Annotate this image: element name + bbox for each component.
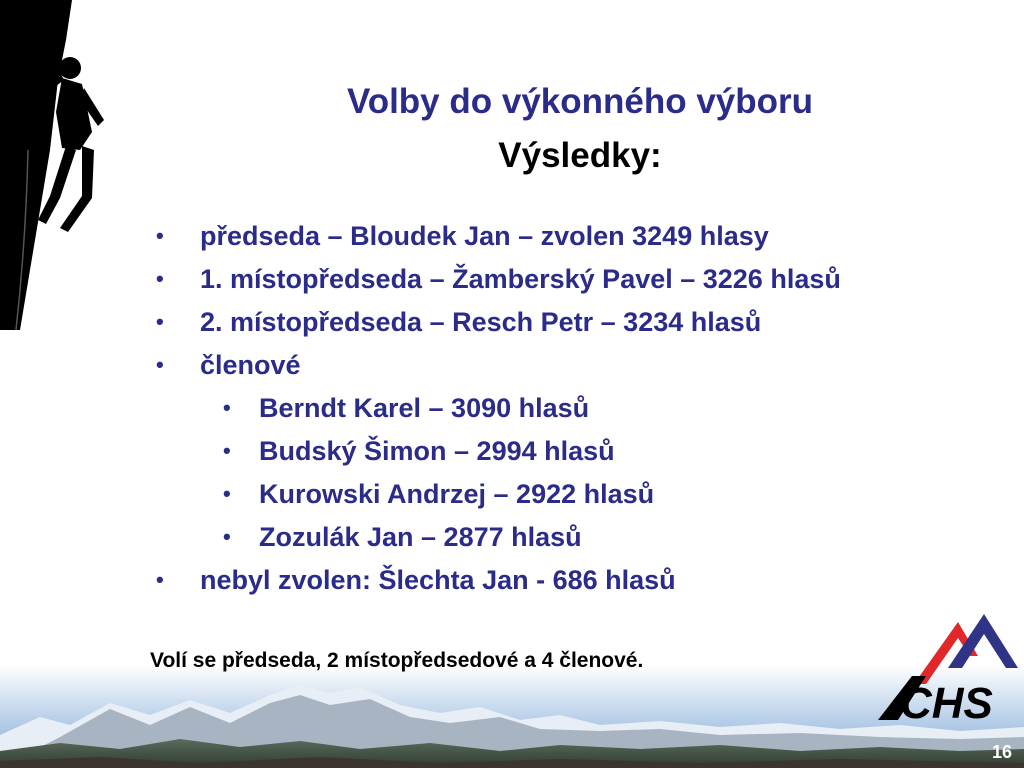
bullet-icon: • [156, 266, 164, 291]
bullet-icon: • [223, 395, 231, 420]
list-item-text: Budský Šimon – 2994 hlasů [259, 436, 615, 466]
bullet-icon: • [156, 309, 164, 334]
bullet-icon: • [223, 481, 231, 506]
list-item-text: členové [200, 350, 301, 380]
sub-list-item [150, 474, 841, 517]
election-note: Volí se předseda, 2 místopředsedové a 4 členové. [150, 649, 644, 672]
list-item-text: Kurowski Andrzej – 2922 hlasů [259, 479, 655, 509]
list-item [150, 216, 841, 259]
bullet-icon: • [223, 524, 231, 549]
list-item-text: předseda – Bloudek Jan – zvolen 3249 hlasy [200, 221, 769, 251]
bullet-icon: • [156, 223, 164, 248]
list-item [150, 259, 841, 302]
list-item-text: Zozulák Jan – 2877 hlasů [259, 522, 582, 552]
list-item-text: 1. místopředseda – Žamberský Pavel – 3226 hlasů [200, 264, 841, 294]
list-item [150, 302, 841, 345]
list-item [150, 560, 841, 603]
mountain-panorama-image [0, 665, 1024, 768]
list-item-text: nebyl zvolen: Šlechta Jan - 686 hlasů [200, 565, 676, 595]
bullet-icon: • [156, 352, 164, 377]
sub-list-item [150, 517, 841, 560]
list-item [150, 345, 841, 388]
list-item-text: Berndt Karel – 3090 hlasů [259, 393, 590, 423]
climber-silhouette-icon [0, 0, 110, 330]
sub-list-item [150, 431, 841, 474]
bullet-icon: • [156, 567, 164, 592]
chs-logo [878, 612, 1018, 724]
list-item-text: 2. místopředseda – Resch Petr – 3234 hlasů [200, 307, 762, 337]
slide-title: Volby do výkonného výboru [346, 82, 814, 121]
slide-subtitle: Výsledky: [498, 136, 662, 175]
bullet-icon: • [223, 438, 231, 463]
page-number: 16 [991, 742, 1012, 762]
results-list [150, 216, 841, 603]
sub-list-item [150, 388, 841, 431]
logo-text: CHS [900, 679, 993, 724]
